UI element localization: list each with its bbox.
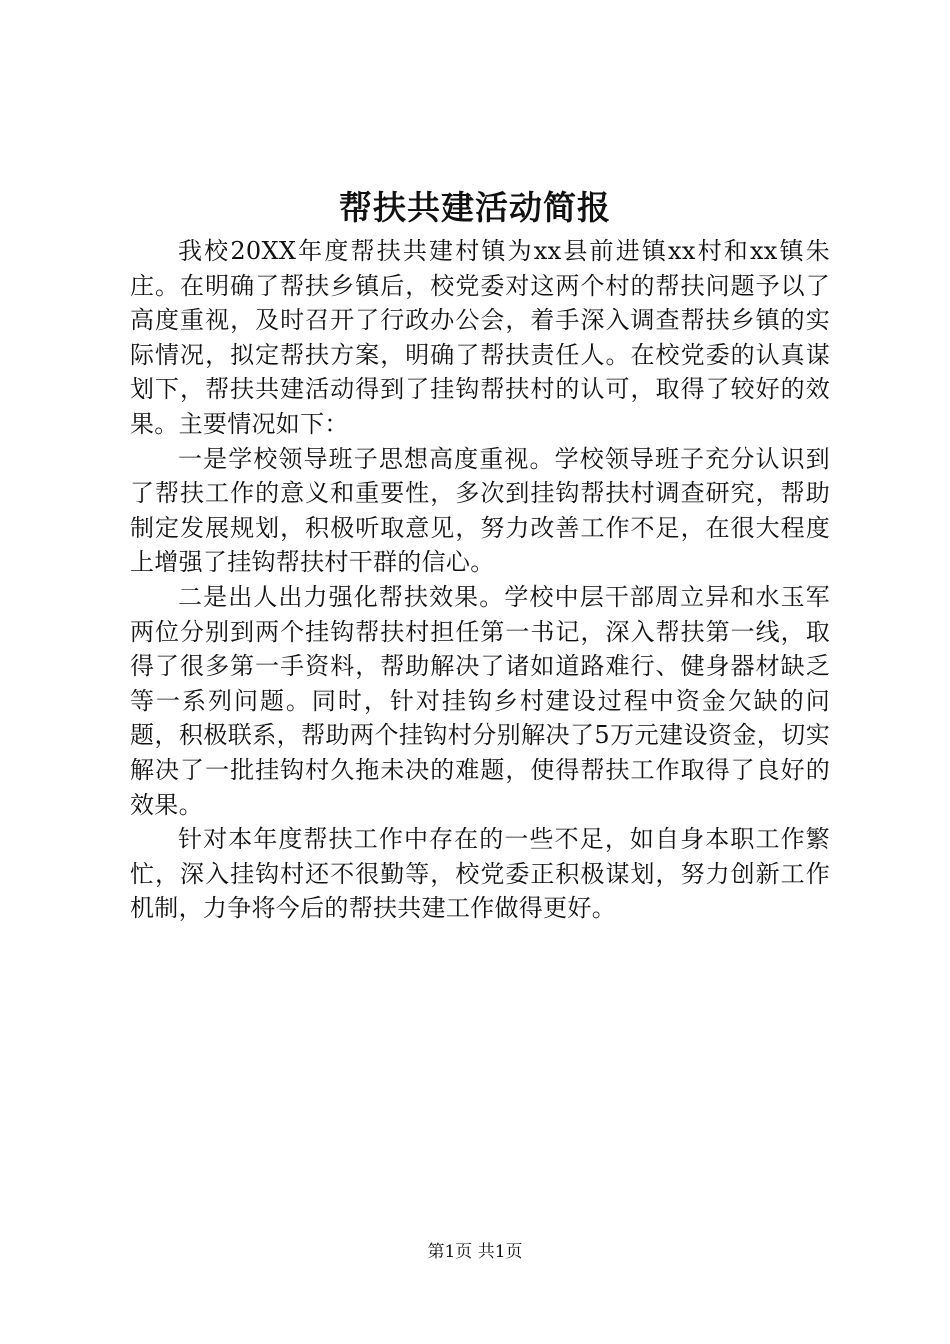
paragraph-conclusion: 针对本年度帮扶工作中存在的一些不足，如自身本职工作繁忙，深入挂钩村还不很勤等，校党委正积极谋划，努力创新工作机制，力争将今后的帮扶共建工作做得更好。 xyxy=(130,825,830,923)
page-footer: 第1页 共1页 xyxy=(427,1242,523,1262)
paragraph-leadership: 一是学校领导班子思想高度重视。学校领导班子充分认识到了帮扶工作的意义和重要性，多次到挂钩帮扶村调查研究，帮助制定发展规划，积极听取意见，努力改善工作不足，在很大程度上增强了挂钩帮扶村干群的信心。 xyxy=(130,444,830,577)
document-body xyxy=(130,234,830,926)
document-title: 帮扶共建活动简报 xyxy=(339,188,611,227)
paragraph-intro: 我校20XX年度帮扶共建村镇为xx县前进镇xx村和xx镇朱庄。在明确了帮扶乡镇后，校党委对这两个村的帮扶问题予以了高度重视，及时召开了行政办公会，着手深入调查帮扶乡镇的实际情况，拟定帮扶方案，明确了帮扶责任人。在校党委的认真谋划下，帮扶共建活动得到了挂钩帮扶村的认可，取得了较好的效果。主要情况如下： xyxy=(130,237,830,438)
paragraph-manpower: 二是出人出力强化帮扶效果。学校中层干部周立异和水玉军两位分别到两个挂钩帮扶村担任第一书记，深入帮扶第一线，取得了很多第一手资料，帮助解决了诸如道路难行、健身器材缺乏等一系列问题。同时，针对挂钩乡村建设过程中资金欠缺的问题，积极联系，帮助两个挂钩村分别解决了5万元建设资金，切实解决了一批挂钩村久拖未决的难题，使得帮扶工作取得了良好的效果。 xyxy=(130,582,830,819)
